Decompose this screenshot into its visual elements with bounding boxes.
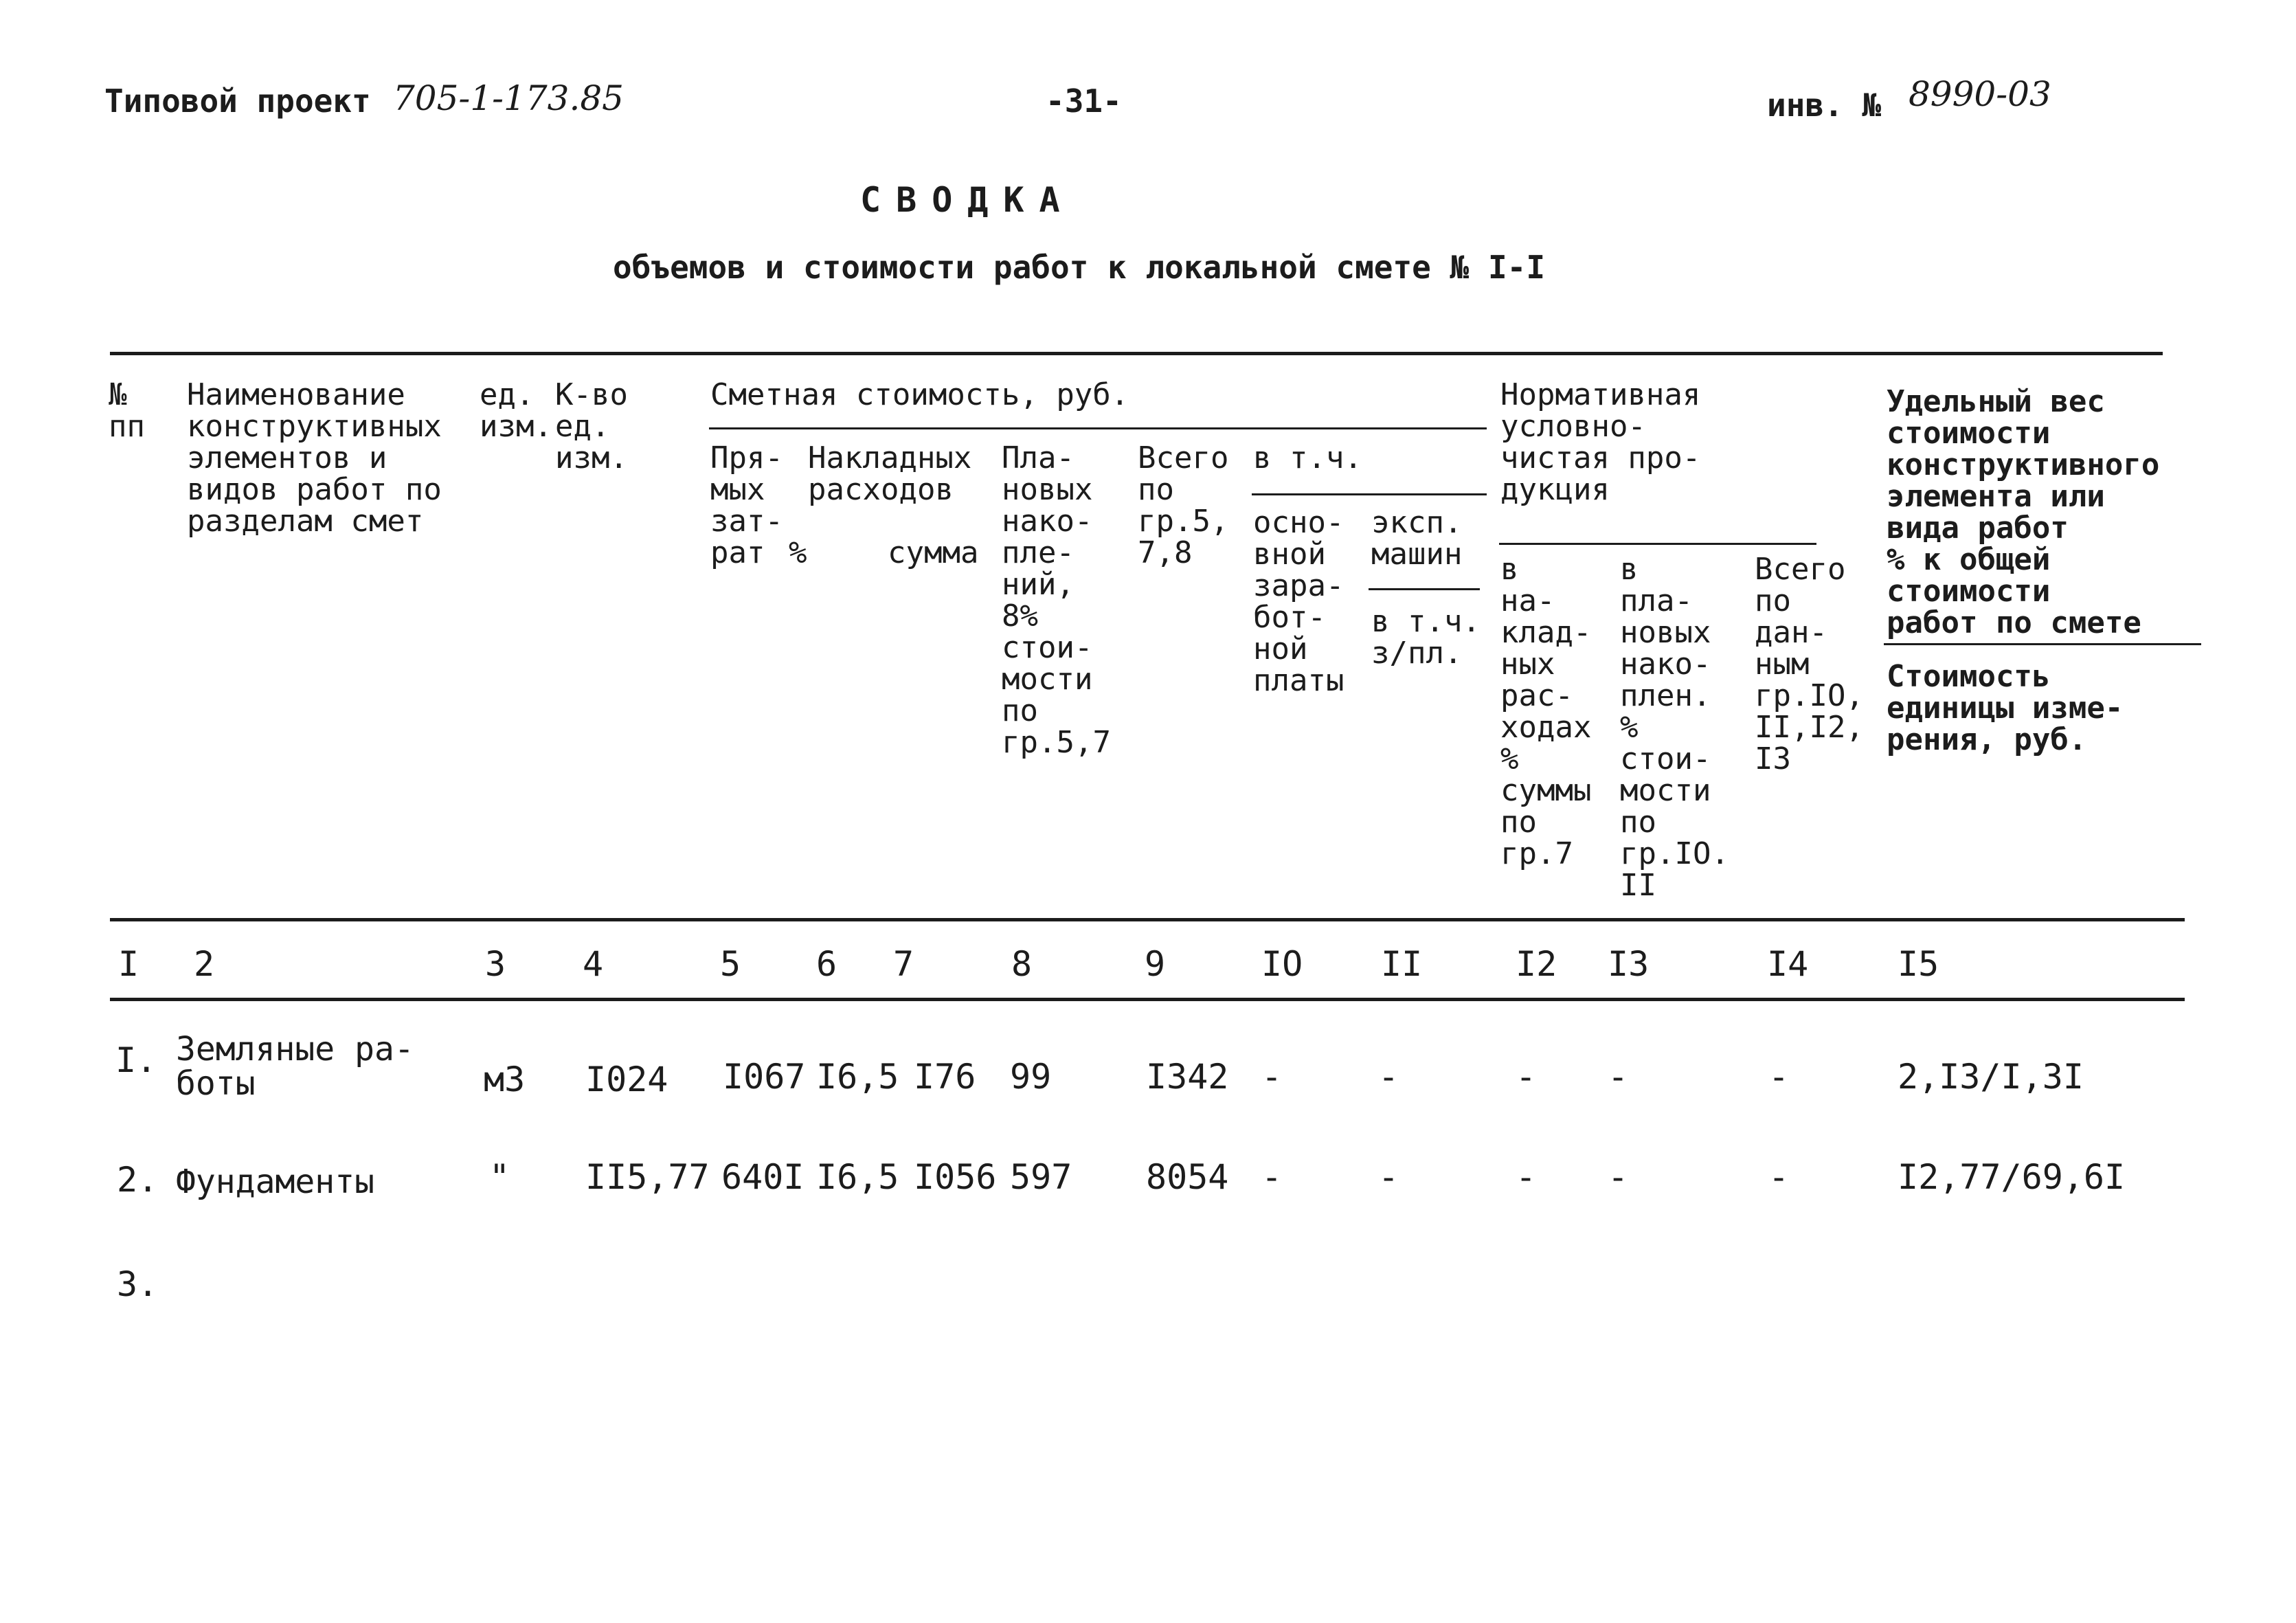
col-number: I5 xyxy=(1898,944,1939,984)
row-c14: - xyxy=(1768,1057,1790,1097)
header-total: Всего по гр.5, 7,8 xyxy=(1138,440,1229,570)
document-title: СВОДКА xyxy=(860,180,1075,220)
col-number: I3 xyxy=(1608,944,1650,984)
header-cost-group: Сметная стоимость, руб. xyxy=(710,377,1129,412)
row-overhead-pct: I6,5 xyxy=(816,1057,899,1097)
row-unit: м3 xyxy=(484,1060,526,1099)
col-number: 8 xyxy=(1011,944,1033,984)
header-unit-cost: Стоимость единицы изме- рения, руб. xyxy=(1887,659,2124,757)
row-qty: I024 xyxy=(585,1060,668,1099)
page-number: -31- xyxy=(1046,82,1122,120)
col-number: 9 xyxy=(1145,944,1166,984)
row-unit: " xyxy=(489,1157,510,1197)
row-overhead-sum: I76 xyxy=(914,1057,976,1097)
row-c15: 2,I3/I,3I xyxy=(1898,1057,2084,1097)
header-norm-planned: в пла- новых нако- плен. % стои- мости по гр.IO. II xyxy=(1620,552,1729,903)
header-overhead-pct: % xyxy=(789,535,807,570)
row-c13: - xyxy=(1608,1157,1629,1197)
header-norm-group: Нормативная условно- чистая про- дукция xyxy=(1500,377,1701,507)
col-number: I4 xyxy=(1767,944,1809,984)
inventory-label: инв. № xyxy=(1767,87,1882,124)
col-number: 7 xyxy=(893,944,914,984)
share-divider-rule xyxy=(1884,643,2201,645)
col-number: I2 xyxy=(1516,944,1557,984)
row-number: 2. xyxy=(117,1160,159,1200)
header-direct-costs: Пря- мых зат- рат xyxy=(710,440,783,570)
machines-rule xyxy=(1369,588,1480,590)
row-number: I. xyxy=(115,1040,157,1080)
norm-group-rule xyxy=(1499,543,1816,545)
row-c10: - xyxy=(1261,1057,1283,1097)
cost-group-rule xyxy=(709,427,1487,429)
col-number: 3 xyxy=(485,944,506,984)
row-planned: 597 xyxy=(1010,1157,1072,1197)
row-name: Фундаменты xyxy=(176,1163,374,1201)
inventory-number: 8990-03 xyxy=(1909,74,2051,114)
header-num: № пп xyxy=(109,377,145,444)
row-c12: - xyxy=(1516,1057,1537,1097)
incl-rule xyxy=(1252,493,1487,495)
row-planned: 99 xyxy=(1010,1057,1052,1097)
table-top-rule xyxy=(110,352,2163,355)
header-name: Наименование конструктивных элементов и видов работ по разделам смет xyxy=(187,377,442,539)
row-qty: II5,77 xyxy=(585,1157,710,1197)
column-numbers-rule xyxy=(110,998,2185,1001)
row-c15: I2,77/69,6I xyxy=(1898,1157,2126,1197)
col-number: II xyxy=(1381,944,1423,984)
row-total: I342 xyxy=(1146,1057,1229,1097)
header-share: Удельный вес стоимости конструктивного элемента или вида работ % к общей стоимости работ по смете xyxy=(1887,384,2160,640)
header-planned: Пла- новых нако- пле- ний, 8% стои- мости по гр.5,7 xyxy=(1002,440,1111,760)
header-machines: эксп. машин xyxy=(1371,505,1463,572)
header-overhead: Накладных расходов xyxy=(808,440,972,507)
header-bottom-rule xyxy=(110,918,2185,921)
col-number: 5 xyxy=(720,944,741,984)
row-direct: I067 xyxy=(723,1057,806,1097)
header-norm-total: Всего по дан- ным гр.IO, II,I2, I3 xyxy=(1755,552,1864,776)
col-number: IO xyxy=(1261,944,1303,984)
header-qty: К-во ед. изм. xyxy=(555,377,628,475)
header-left-label: Типовой проект xyxy=(104,82,371,120)
row-c12: - xyxy=(1516,1157,1537,1197)
row-overhead-pct: I6,5 xyxy=(816,1157,899,1197)
row-c11: - xyxy=(1378,1057,1399,1097)
row-c13: - xyxy=(1608,1057,1629,1097)
row-c10: - xyxy=(1261,1157,1283,1197)
row-c11: - xyxy=(1378,1157,1399,1197)
header-overhead-sum: сумма xyxy=(888,535,979,570)
row-c14: - xyxy=(1768,1157,1790,1197)
row-overhead-sum: I056 xyxy=(914,1157,997,1197)
header-machines-wage: в т.ч. з/пл. xyxy=(1371,604,1481,671)
row-number: 3. xyxy=(117,1264,159,1304)
col-number: 2 xyxy=(194,944,215,984)
document-subtitle: объемов и стоимости работ к локальной смете № I-I xyxy=(613,249,1546,286)
header-incl: в т.ч. xyxy=(1253,440,1362,475)
col-number: 6 xyxy=(816,944,837,984)
header-norm-overhead: в на- клад- ных рас- ходах % суммы по гр.7 xyxy=(1500,552,1592,871)
row-direct: 640I xyxy=(721,1157,804,1197)
project-code: 705-1-173.85 xyxy=(393,78,624,118)
row-total: 8054 xyxy=(1146,1157,1229,1197)
row-name: Земляные ра- боты xyxy=(176,1030,414,1103)
header-basic-wage: осно- вной зара- бот- ной платы xyxy=(1253,505,1344,698)
header-unit: ед. изм. xyxy=(480,377,552,444)
col-number: 4 xyxy=(583,944,604,984)
col-number: I xyxy=(118,944,139,984)
